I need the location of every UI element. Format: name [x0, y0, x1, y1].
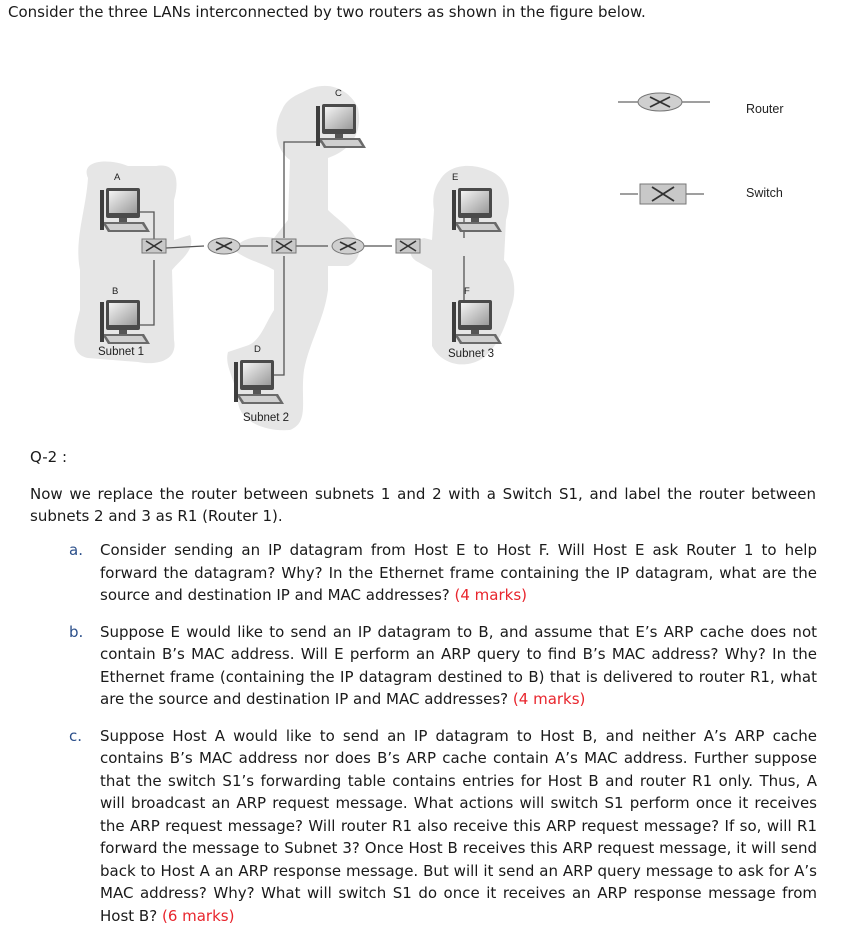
router-2-icon — [332, 238, 364, 254]
host-label-c: C — [335, 88, 342, 99]
part-b-text: Suppose E would like to send an IP datagram to B, and assume that E’s ARP cache does not contain B’s MAC address. Will E perform an ARP query to find B’s MAC address? Why? In the Ethernet frame (containing the IP datagram destined to B) that is delivered to router R1, what are the source and destination IP and MAC addresses? — [100, 622, 817, 708]
switch-subnet-3-icon — [396, 239, 420, 253]
network-figure — [28, 70, 808, 440]
question-number: Q-2 : — [30, 448, 68, 466]
legend-switch-label: Switch — [746, 186, 783, 200]
network-diagram — [28, 70, 808, 440]
intro-text: Consider the three LANs interconnected by two routers as shown in the figure below. — [8, 3, 646, 21]
host-label-a: A — [114, 172, 121, 183]
question-parts — [55, 539, 817, 941]
question-part-a — [55, 539, 817, 607]
host-label-b: B — [112, 286, 119, 297]
part-a-text: Consider sending an IP datagram from Host E to Host F. Will Host E ask Router 1 to help forward the datagram? Why? In the Ethernet frame containing the IP datagram, what are the source and destination IP and MAC addresses? — [100, 541, 817, 604]
part-a-letter: a. — [69, 541, 83, 559]
subnet-1-label: Subnet 1 — [98, 346, 145, 358]
switch-subnet-1-icon — [142, 239, 166, 253]
legend-switch-icon — [640, 184, 686, 204]
host-label-d: D — [254, 344, 261, 355]
subnet-3-label: Subnet 3 — [448, 348, 495, 360]
part-b-marks: (4 marks) — [512, 690, 586, 708]
part-c-letter: c. — [69, 726, 83, 745]
part-c-marks: (6 marks) — [161, 906, 235, 925]
part-b-letter: b. — [69, 622, 84, 641]
part-a-marks: (4 marks) — [454, 586, 528, 604]
subnet-2-label: Subnet 2 — [243, 412, 290, 424]
question-intro: Now we replace the router between subnets 1 and 2 with a Switch S1, and label the router between subnets 2 and 3 as R1 (Router 1). — [30, 485, 816, 525]
host-label-e: E — [452, 172, 459, 183]
host-label-f: F — [464, 286, 470, 297]
legend-router-icon — [638, 93, 682, 111]
legend-router-label: Router — [746, 102, 784, 116]
router-1-icon — [208, 238, 240, 254]
part-c-text: Suppose Host A would like to send an IP datagram to Host B, and neither A’s ARP cache contains B’s MAC address nor does B’s ARP cache contain A’s MAC address. Further suppose that the switch S1’s forwarding table contains entries for Host B and router R1 only. Thus, A will broadcast an ARP request message. What actions will switch S1 perform once it receives the ARP request message? Will router R1 also receive this ARP request message? If so, will R1 forward the message to Subnet 3? Once Host B receives this ARP request message, it will send back to Host A an ARP response message. But will it send an ARP query message to ask for A’s MAC address? Why? What will switch S1 do once it receives an ARP response message from Host B? — [100, 726, 817, 925]
question-part-b — [55, 621, 817, 711]
question-part-c — [55, 725, 817, 928]
switch-subnet-2-icon — [272, 239, 296, 253]
